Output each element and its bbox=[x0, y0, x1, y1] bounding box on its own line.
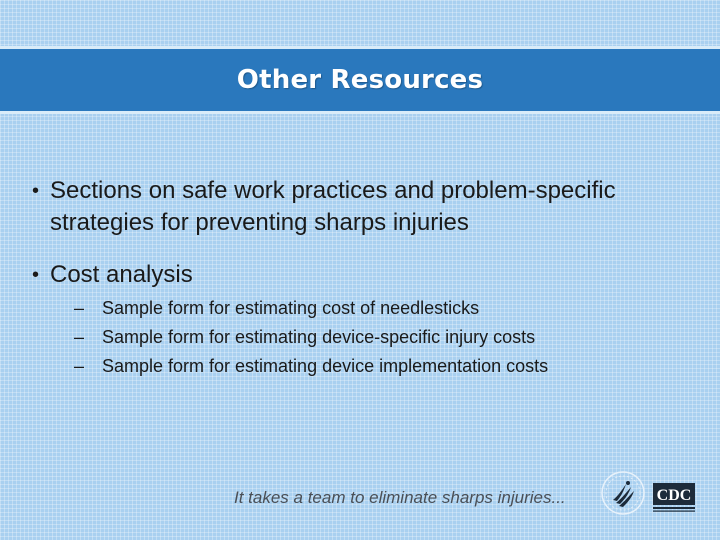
dash-icon: – bbox=[74, 298, 85, 318]
sub-bullet-item bbox=[74, 297, 480, 319]
sub-bullet-item bbox=[74, 355, 549, 377]
hhs-eagle-icon bbox=[600, 470, 646, 516]
dash-icon: – bbox=[74, 327, 85, 347]
bullet-item bbox=[32, 175, 690, 239]
cdc-logo bbox=[652, 482, 696, 514]
bullet-item bbox=[32, 259, 690, 291]
sub-bullet-item bbox=[74, 326, 536, 348]
bullet-dot-icon: • bbox=[32, 180, 40, 202]
bullet-text: Sections on safe work practices and problem-specific strategies for preventing sharps injuries bbox=[50, 177, 616, 236]
sub-bullet-text: Sample form for estimating cost of needlesticks bbox=[102, 298, 480, 318]
sub-bullet-text: Sample form for estimating device implementation costs bbox=[102, 356, 549, 376]
cdc-logo-text: CDC bbox=[656, 487, 692, 504]
sub-bullet-text: Sample form for estimating device-specific injury costs bbox=[102, 327, 536, 347]
title-band bbox=[0, 46, 720, 114]
dash-icon: – bbox=[74, 356, 85, 376]
bullet-dot-icon: • bbox=[32, 264, 40, 286]
footer-tagline: It takes a team to eliminate sharps injuries... bbox=[234, 488, 566, 507]
bullet-text: Cost analysis bbox=[50, 261, 193, 288]
slide-title: Other Resources bbox=[236, 65, 484, 95]
